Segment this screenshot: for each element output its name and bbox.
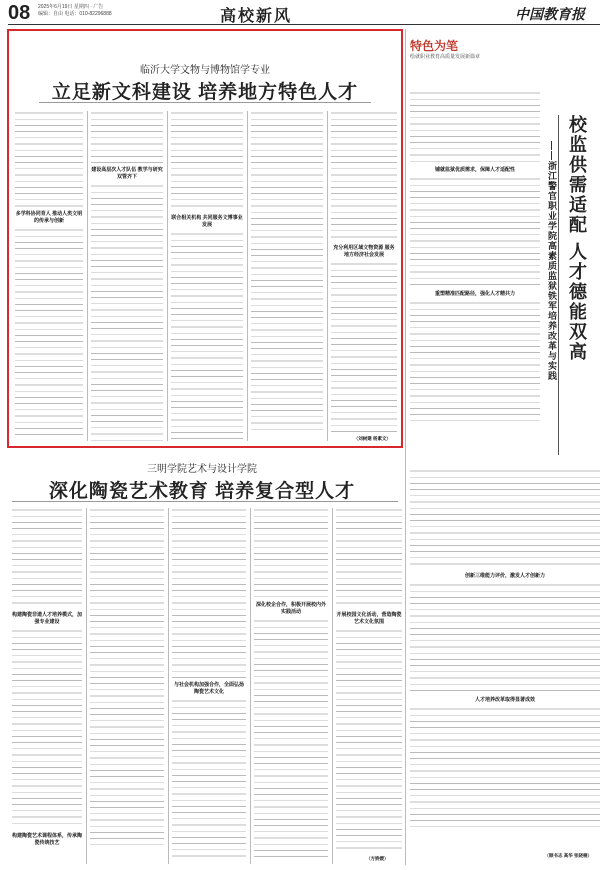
article-column-4 bbox=[254, 508, 328, 864]
article-column-3 bbox=[172, 508, 246, 864]
body-text-placeholder bbox=[15, 228, 83, 438]
body-text-placeholder bbox=[254, 619, 328, 859]
column-logo bbox=[410, 37, 480, 81]
column-divider bbox=[87, 111, 88, 441]
column-divider bbox=[86, 508, 87, 864]
article-subhead-1: 构建陶瓷非遗人才培养模式，加强专业建设 bbox=[12, 612, 82, 625]
article-headline: 立足新文科建设 培养地方特色人才 bbox=[51, 82, 359, 103]
article-subhead-4: 与社会机构加强合作，全面弘扬陶瓷艺术文化 bbox=[173, 682, 244, 695]
sidebar-subhead-1: 铺就监狱优质需求，保障人才适配性 bbox=[434, 167, 515, 173]
article-kicker: 临沂大学文物与博物馆学专业 bbox=[140, 65, 270, 76]
sidebar-subhead-2: 重塑精准匹配路径，强化人才精共力 bbox=[434, 291, 515, 297]
body-text-placeholder bbox=[251, 111, 323, 431]
article-byline: （刘树建 杨素文） bbox=[353, 436, 391, 441]
article-subhead-4: 充分利用区域文物资源 服务地方经济社会发展 bbox=[333, 245, 395, 258]
body-text-placeholder bbox=[90, 508, 164, 848]
article-column-5 bbox=[331, 111, 397, 441]
body-text-placeholder bbox=[172, 699, 246, 859]
sidebar-divider bbox=[405, 29, 406, 865]
masthead bbox=[0, 0, 608, 26]
section-title: 高校新风 bbox=[220, 6, 293, 25]
body-text-placeholder bbox=[410, 177, 540, 287]
article-subhead-2: 建设高层次人才队伍 教学与研究双管齐下 bbox=[91, 167, 163, 180]
body-text-placeholder bbox=[171, 232, 243, 441]
column-divider bbox=[327, 111, 328, 441]
sidebar-byline: （顾书志 高华 张晓楠） bbox=[544, 853, 592, 858]
sidebar-body-lower bbox=[410, 469, 600, 859]
article-subhead-2: 开展校园文化活动，营造陶瓷艺术文化氛围 bbox=[336, 612, 402, 625]
article-column-2 bbox=[90, 508, 164, 864]
body-text-placeholder bbox=[172, 508, 246, 678]
article-linyi bbox=[7, 29, 403, 448]
article-column-4 bbox=[251, 111, 323, 441]
article-column-1 bbox=[15, 111, 83, 441]
body-text-placeholder bbox=[410, 469, 600, 569]
body-text-placeholder bbox=[12, 508, 82, 608]
article-subhead-3: 深化校企合作，积极开展校内外实践活动 bbox=[255, 602, 326, 615]
page-number: 08 bbox=[8, 2, 31, 24]
article-kicker: 三明学院艺术与设计学院 bbox=[147, 464, 257, 475]
sidebar-article-zhejiang bbox=[408, 29, 602, 865]
masthead-rule bbox=[8, 24, 600, 25]
headline-rule bbox=[12, 501, 398, 502]
body-text-placeholder bbox=[410, 707, 600, 827]
issue-date: 2025年6月19日 星期四 · 广告 bbox=[38, 4, 104, 10]
article-subhead-5: 构建陶瓷艺术课程体系，传承陶瓷传统技艺 bbox=[12, 833, 82, 846]
body-text-placeholder bbox=[410, 583, 600, 693]
body-text-placeholder bbox=[336, 629, 402, 849]
body-text-placeholder bbox=[12, 629, 82, 829]
sidebar-subheadline: ——浙江警官职业学院高素质监狱铁军培养改革与实践 bbox=[547, 141, 557, 381]
dateline bbox=[38, 4, 112, 18]
newspaper-logo: 中国教育报 bbox=[515, 7, 585, 23]
article-column-3 bbox=[171, 111, 243, 441]
article-byline: （方娇媛） bbox=[366, 856, 389, 861]
body-text-placeholder bbox=[410, 301, 540, 421]
article-column-2 bbox=[91, 111, 163, 441]
editor-info: 编辑：自由 电话：010-82296888 bbox=[38, 11, 112, 17]
logo-subtitle: 绘就职业教育高质量发展新篇章 bbox=[410, 54, 481, 60]
title-rule bbox=[558, 115, 559, 455]
body-text-placeholder bbox=[171, 111, 243, 211]
body-text-placeholder bbox=[410, 91, 540, 163]
article-subhead-3: 联合相关机构 共同服务文博事业发展 bbox=[171, 215, 243, 228]
column-divider bbox=[167, 111, 168, 441]
sidebar-subhead-3: 创新三维能力评价，激发人才创新力 bbox=[464, 573, 545, 579]
column-divider bbox=[168, 508, 169, 864]
body-text-placeholder bbox=[331, 262, 397, 432]
column-divider bbox=[332, 508, 333, 864]
body-text-placeholder bbox=[91, 111, 163, 163]
sidebar-subhead-4: 人才培养改革取得显著成效 bbox=[474, 697, 535, 703]
article-subhead-1: 多学科协同育人 推动人类文明的传承与创新 bbox=[15, 211, 83, 224]
article-column-1 bbox=[12, 508, 82, 864]
column-divider bbox=[247, 111, 248, 441]
body-text-placeholder bbox=[91, 184, 163, 441]
article-headline: 深化陶瓷艺术教育 培养复合型人才 bbox=[48, 481, 356, 502]
body-text-placeholder bbox=[15, 111, 83, 207]
body-text-placeholder bbox=[254, 508, 328, 598]
column-divider bbox=[250, 508, 251, 864]
body-text-placeholder bbox=[336, 508, 402, 608]
sidebar-headline: 校监供需适配 人才德能双高 bbox=[567, 115, 587, 363]
logo-title: 特色为笔 bbox=[410, 39, 459, 53]
article-column-5 bbox=[336, 508, 402, 864]
headline-rule bbox=[39, 102, 371, 103]
body-text-placeholder bbox=[331, 111, 397, 241]
